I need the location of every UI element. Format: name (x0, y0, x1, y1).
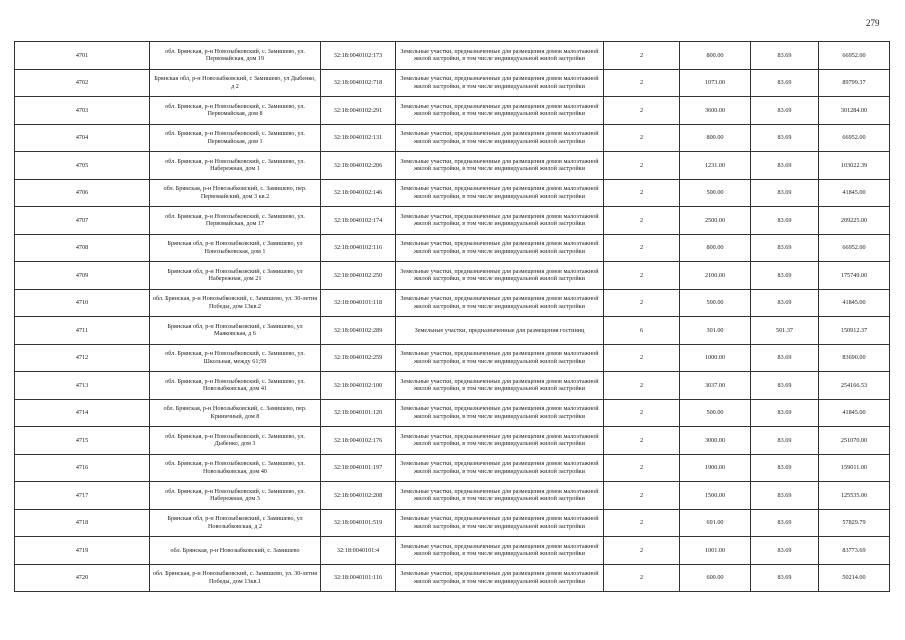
address-cell: обл. Брянская, р-н Новозыбковский, с. Замишево, ул. 30-летия Победы, дом 13кв.1 (150, 564, 321, 592)
address-cell: обл. Брянская, р-н Новозыбковский, с. Замишево, ул. Набережная, дом 1 (150, 152, 321, 180)
cadastral-value-cell: 175749.00 (819, 262, 890, 290)
record-number: 4710 (15, 289, 150, 317)
record-number: 4714 (15, 399, 150, 427)
table-row (15, 537, 890, 565)
cadastral-value-cell: 301284.00 (819, 97, 890, 125)
cadastral-value-cell: 57829.79 (819, 509, 890, 537)
cadastral-number-cell: 32:18:0040102:174 (321, 207, 396, 235)
land-use-cell: Земельные участки, предназначенные для размещения домов малоэтажной жилой застройки, в том числе индивидуальной жилой застройки (396, 207, 604, 235)
specific-value-cell: 83.69 (751, 262, 819, 290)
group-code-cell: 2 (604, 42, 680, 70)
record-number: 4720 (15, 564, 150, 592)
group-code-cell: 2 (604, 344, 680, 372)
record-number: 4707 (15, 207, 150, 235)
cadastral-number-cell: 32:18:0040102:259 (321, 344, 396, 372)
land-use-cell: Земельные участки, предназначенные для размещения домов малоэтажной жилой застройки, в том числе индивидуальной жилой застройки (396, 289, 604, 317)
table-row (15, 234, 890, 262)
record-number: 4711 (15, 317, 150, 345)
address-cell: обл. Брянская, р-н Новозыбковский, с. Замишево, ул. Первомайская, дом 1 (150, 124, 321, 152)
cadastral-number-cell: 32:18:0040102:250 (321, 262, 396, 290)
cadastral-value-cell: 83773.69 (819, 537, 890, 565)
record-number: 4706 (15, 179, 150, 207)
specific-value-cell: 83.69 (751, 537, 819, 565)
group-code-cell: 2 (604, 207, 680, 235)
area-cell: 2500.00 (680, 207, 751, 235)
land-use-cell: Земельные участки, предназначенные для размещения домов малоэтажной жилой застройки, в том числе индивидуальной жилой застройки (396, 372, 604, 400)
cadastral-number-cell: 32:18:0040102:131 (321, 124, 396, 152)
record-number: 4705 (15, 152, 150, 180)
cadastral-number-cell: 32:18:0040101:197 (321, 454, 396, 482)
table-row (15, 509, 890, 537)
specific-value-cell: 83.69 (751, 372, 819, 400)
cadastral-value-cell: 251070.00 (819, 427, 890, 455)
table-row (15, 399, 890, 427)
address-cell: Брянская обл, р-н Новозыбковский, с Замишево, ул Дыбенко, д 2 (150, 69, 321, 97)
area-cell: 1073.00 (680, 69, 751, 97)
record-number: 4717 (15, 482, 150, 510)
record-number: 4712 (15, 344, 150, 372)
table-row (15, 42, 890, 70)
specific-value-cell: 83.69 (751, 234, 819, 262)
land-use-cell: Земельные участки, предназначенные для размещения домов малоэтажной жилой застройки, в том числе индивидуальной жилой застройки (396, 537, 604, 565)
specific-value-cell: 83.69 (751, 399, 819, 427)
cadastral-number-cell: 32:18:0040101:120 (321, 399, 396, 427)
cadastral-number-cell: 32:18:0040102:146 (321, 179, 396, 207)
record-number: 4708 (15, 234, 150, 262)
specific-value-cell: 83.69 (751, 289, 819, 317)
group-code-cell: 2 (604, 289, 680, 317)
group-code-cell: 2 (604, 399, 680, 427)
specific-value-cell: 83.69 (751, 482, 819, 510)
address-cell: обл. Брянская, р-н Новозыбковский, с. Замишево, ул. Первомайская, дом 8 (150, 97, 321, 125)
land-use-cell: Земельные участки, предназначенные для размещения домов малоэтажной жилой застройки, в том числе индивидуальной жилой застройки (396, 69, 604, 97)
land-use-cell: Земельные участки, предназначенные для размещения домов малоэтажной жилой застройки, в том числе индивидуальной жилой застройки (396, 97, 604, 125)
group-code-cell: 2 (604, 509, 680, 537)
specific-value-cell: 83.69 (751, 564, 819, 592)
group-code-cell: 2 (604, 124, 680, 152)
specific-value-cell: 83.69 (751, 97, 819, 125)
land-use-cell: Земельные участки, предназначенные для размещения домов малоэтажной жилой застройки, в том числе индивидуальной жилой застройки (396, 482, 604, 510)
area-cell: 2100.00 (680, 262, 751, 290)
table-row (15, 454, 890, 482)
group-code-cell: 2 (604, 97, 680, 125)
area-cell: 800.00 (680, 234, 751, 262)
record-number: 4704 (15, 124, 150, 152)
group-code-cell: 6 (604, 317, 680, 345)
specific-value-cell: 83.69 (751, 427, 819, 455)
cadastral-value-cell: 125535.00 (819, 482, 890, 510)
cadastral-value-cell: 41845.00 (819, 179, 890, 207)
cadastral-value-cell: 209225.00 (819, 207, 890, 235)
cadastral-value-cell: 103022.39 (819, 152, 890, 180)
record-number: 4718 (15, 509, 150, 537)
land-registry-table (14, 41, 890, 592)
address-cell: обл. Брянская, р-н Новозыбковский, с. Замишево, пер. Первомайский, дом 3 кв.2 (150, 179, 321, 207)
specific-value-cell: 83.69 (751, 207, 819, 235)
table-body (15, 42, 890, 592)
cadastral-value-cell: 159011.00 (819, 454, 890, 482)
specific-value-cell: 83.69 (751, 344, 819, 372)
table-row (15, 152, 890, 180)
land-use-cell: Земельные участки, предназначенные для размещения домов малоэтажной жилой застройки, в том числе индивидуальной жилой застройки (396, 454, 604, 482)
cadastral-number-cell: 32:18:0040102:289 (321, 317, 396, 345)
group-code-cell: 2 (604, 454, 680, 482)
cadastral-number-cell: 32:18:0040102:208 (321, 482, 396, 510)
cadastral-value-cell: 66952.00 (819, 234, 890, 262)
specific-value-cell: 83.69 (751, 509, 819, 537)
cadastral-value-cell: 66952.00 (819, 124, 890, 152)
land-use-cell: Земельные участки, предназначенные для размещения домов малоэтажной жилой застройки, в том числе индивидуальной жилой застройки (396, 124, 604, 152)
group-code-cell: 2 (604, 564, 680, 592)
cadastral-value-cell: 41845.00 (819, 289, 890, 317)
cadastral-number-cell: 32:18:0040101:116 (321, 564, 396, 592)
address-cell: обл. Брянская, р-н Новозыбковский, с. Замишево, ул. Первомайская, дом 17 (150, 207, 321, 235)
group-code-cell: 2 (604, 152, 680, 180)
address-cell: обл. Брянская, р-н Новозыбковский, с. Замишево, ул. Набережная, дом 3 (150, 482, 321, 510)
table-row (15, 69, 890, 97)
address-cell: обл. Брянская, р-н Новозыбковский, с. Замишево, ул. Новозыбковская, дом 40 (150, 454, 321, 482)
table-row (15, 317, 890, 345)
land-use-cell: Земельные участки, предназначенные для размещения домов малоэтажной жилой застройки, в том числе индивидуальной жилой застройки (396, 344, 604, 372)
record-number: 4716 (15, 454, 150, 482)
specific-value-cell: 83.69 (751, 454, 819, 482)
land-use-cell: Земельные участки, предназначенные для размещения домов малоэтажной жилой застройки, в том числе индивидуальной жилой застройки (396, 564, 604, 592)
table-row (15, 207, 890, 235)
table-row (15, 289, 890, 317)
cadastral-value-cell: 41845.00 (819, 399, 890, 427)
address-cell: обл. Брянская, р-н Новозыбковский, с. Замишево, ул. 30-летия Победы, дом 13кв.2 (150, 289, 321, 317)
land-use-cell: Земельные участки, предназначенные для размещения домов малоэтажной жилой застройки, в том числе индивидуальной жилой застройки (396, 509, 604, 537)
area-cell: 3037.00 (680, 372, 751, 400)
land-use-cell: Земельные участки, предназначенные для размещения домов малоэтажной жилой застройки, в том числе индивидуальной жилой застройки (396, 262, 604, 290)
specific-value-cell: 83.69 (751, 69, 819, 97)
table-row (15, 179, 890, 207)
area-cell: 3000.00 (680, 427, 751, 455)
land-use-cell: Земельные участки, предназначенные для размещения домов малоэтажной жилой застройки, в том числе индивидуальной жилой застройки (396, 152, 604, 180)
group-code-cell: 2 (604, 537, 680, 565)
group-code-cell: 2 (604, 482, 680, 510)
cadastral-value-cell: 50214.00 (819, 564, 890, 592)
group-code-cell: 2 (604, 372, 680, 400)
table-row (15, 124, 890, 152)
area-cell: 600.00 (680, 564, 751, 592)
address-cell: обл. Брянская, р-н Новозыбковский, с. Замишево, ул. Школьная, между 61;59 (150, 344, 321, 372)
record-number: 4702 (15, 69, 150, 97)
table-row (15, 427, 890, 455)
table-row (15, 482, 890, 510)
cadastral-value-cell: 66952.00 (819, 42, 890, 70)
specific-value-cell: 83.69 (751, 179, 819, 207)
specific-value-cell: 83.69 (751, 124, 819, 152)
specific-value-cell: 83.69 (751, 42, 819, 70)
address-cell: обл. Брянская, р-н Новозыбковский, с. Замишево, ул. Новозыбковская, дом 41 (150, 372, 321, 400)
area-cell: 3600.00 (680, 97, 751, 125)
area-cell: 691.00 (680, 509, 751, 537)
cadastral-value-cell: 83690.00 (819, 344, 890, 372)
area-cell: 500.00 (680, 179, 751, 207)
land-use-cell: Земельные участки, предназначенные для размещения домов малоэтажной жилой застройки, в том числе индивидуальной жилой застройки (396, 399, 604, 427)
address-cell: обл. Брянская, р-н Новозыбковский, с. Замишево, пер. Криничный, дом 8 (150, 399, 321, 427)
cadastral-number-cell: 32:18:0040102:116 (321, 234, 396, 262)
group-code-cell: 2 (604, 262, 680, 290)
area-cell: 1000.00 (680, 344, 751, 372)
record-number: 4703 (15, 97, 150, 125)
page-number: 279 (866, 18, 880, 28)
land-use-cell: Земельные участки, предназначенные для размещения гостиниц (396, 317, 604, 345)
record-number: 4719 (15, 537, 150, 565)
group-code-cell: 2 (604, 69, 680, 97)
cadastral-number-cell: 32:18:0040102:176 (321, 427, 396, 455)
cadastral-number-cell: 32:18:0040102:206 (321, 152, 396, 180)
area-cell: 1900.00 (680, 454, 751, 482)
area-cell: 800.00 (680, 42, 751, 70)
address-cell: Брянская обл, р-н Новозыбковский, с Замишево, ул Маяковская, д 6 (150, 317, 321, 345)
area-cell: 1001.00 (680, 537, 751, 565)
address-cell: Брянская обл, р-н Новозыбковский, с Замишево, ул Новозыбковская, дом 1 (150, 234, 321, 262)
address-cell: обл. Брянская, р-н Новозыбковский, с. Замишево, ул. Первомайская, дом 19 (150, 42, 321, 70)
cadastral-number-cell: 32:18:0040102:100 (321, 372, 396, 400)
table-row (15, 97, 890, 125)
group-code-cell: 2 (604, 179, 680, 207)
cadastral-number-cell: 32:18:0040101:4 (321, 537, 396, 565)
table-row (15, 372, 890, 400)
cadastral-value-cell: 89799.37 (819, 69, 890, 97)
area-cell: 500.00 (680, 399, 751, 427)
record-number: 4715 (15, 427, 150, 455)
cadastral-number-cell: 32:18:0040101:519 (321, 509, 396, 537)
address-cell: Брянская обл, р-н Новозыбковский, с Замишево, ул Набережная, дом 21 (150, 262, 321, 290)
specific-value-cell: 83.69 (751, 152, 819, 180)
cadastral-number-cell: 32:18:0040102:173 (321, 42, 396, 70)
specific-value-cell: 501.37 (751, 317, 819, 345)
land-use-cell: Земельные участки, предназначенные для размещения домов малоэтажной жилой застройки, в том числе индивидуальной жилой застройки (396, 234, 604, 262)
record-number: 4701 (15, 42, 150, 70)
area-cell: 800.00 (680, 124, 751, 152)
cadastral-number-cell: 32:18:0040101:118 (321, 289, 396, 317)
table-row (15, 564, 890, 592)
cadastral-number-cell: 32:18:0040102:291 (321, 97, 396, 125)
table-row (15, 344, 890, 372)
cadastral-number-cell: 32:18:0040102:718 (321, 69, 396, 97)
land-use-cell: Земельные участки, предназначенные для размещения домов малоэтажной жилой застройки, в том числе индивидуальной жилой застройки (396, 42, 604, 70)
record-number: 4709 (15, 262, 150, 290)
record-number: 4713 (15, 372, 150, 400)
area-cell: 1231.00 (680, 152, 751, 180)
address-cell: обл. Брянская, р-н Новозыбковский, с. Замишево (150, 537, 321, 565)
table-row (15, 262, 890, 290)
land-use-cell: Земельные участки, предназначенные для размещения домов малоэтажной жилой застройки, в том числе индивидуальной жилой застройки (396, 179, 604, 207)
area-cell: 1500.00 (680, 482, 751, 510)
cadastral-value-cell: 254166.53 (819, 372, 890, 400)
cadastral-value-cell: 150912.37 (819, 317, 890, 345)
area-cell: 301.00 (680, 317, 751, 345)
land-use-cell: Земельные участки, предназначенные для размещения домов малоэтажной жилой застройки, в том числе индивидуальной жилой застройки (396, 427, 604, 455)
group-code-cell: 2 (604, 427, 680, 455)
address-cell: Брянская обл, р-н Новозыбковский, с Замишево, ул Новозыбковская, д 2 (150, 509, 321, 537)
area-cell: 500.00 (680, 289, 751, 317)
group-code-cell: 2 (604, 234, 680, 262)
address-cell: обл. Брянская, р-н Новозыбковский, с. Замишево, ул. Дыбенко, дом 3 (150, 427, 321, 455)
